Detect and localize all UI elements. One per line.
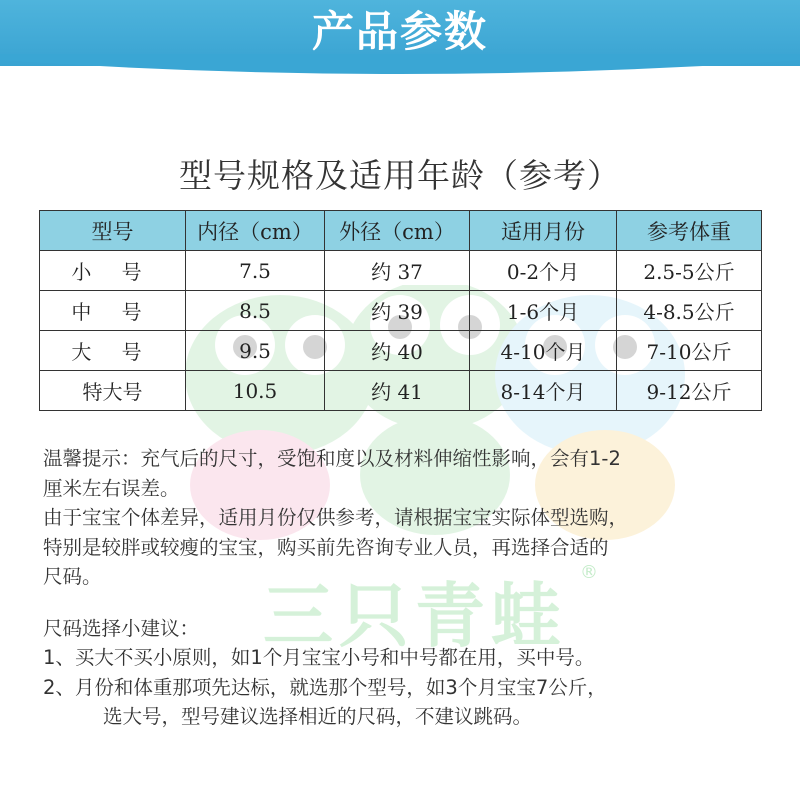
table-row [40,331,762,371]
header-model: 型号 [40,211,186,251]
table-header-row [40,211,762,251]
cell-outer: 约 41 [325,371,470,411]
cell-months: 4-10个月 [470,331,617,371]
cell-inner: 8.5 [186,291,325,331]
advice-title: 尺码选择小建议： [43,616,200,640]
cell-weight: 4-8.5公斤 [617,291,762,331]
header-age-months: 适用月份 [470,211,617,251]
header-outer-diameter: 外径（cm） [325,211,470,251]
cell-outer: 约 40 [325,331,470,371]
spacer [43,592,763,614]
cell-outer: 约 39 [325,291,470,331]
cell-model: 小 号 [40,251,186,291]
cell-weight: 2.5-5公斤 [617,251,762,291]
cell-weight: 9-12公斤 [617,371,762,411]
table-row [40,371,762,411]
tip-line: 温馨提示：充气后的尺寸，受饱和度以及材料伸缩性影响，会有1-2 [43,447,621,470]
spec-table [39,210,762,411]
cell-outer: 约 37 [325,251,470,291]
cell-inner: 9.5 [186,331,325,371]
advice-item-continued: 选大号，型号建议选择相近的尺码，不建议跳码。 [103,705,533,728]
cell-months: 0-2个月 [470,251,617,291]
table-title: 型号规格及适用年龄（参考） [179,156,621,195]
cell-model: 大 号 [40,331,186,371]
notes-section [43,444,763,732]
cell-model: 中 号 [40,291,186,331]
cell-model: 特大号 [40,371,186,411]
registered-mark: ® [580,562,598,583]
page-title: 产品参数 [311,7,488,56]
advice-item: 2、月份和体重那项先达标，就选那个型号，如3个月宝宝7公斤， [43,675,607,699]
header-inner-diameter: 内径（cm） [186,211,325,251]
tip-line: 厘米左右误差。 [43,476,180,500]
tip-line: 由于宝宝个体差异，适用月份仅供参考，请根据宝宝实际体型选购， [43,506,629,529]
advice-item: 1、买大不买小原则，如1个月宝宝小号和中号都在用，买中号。 [43,646,595,669]
cell-inner: 10.5 [186,371,325,411]
header-weight: 参考体重 [617,211,762,251]
table-row [40,291,762,331]
cell-weight: 7-10公斤 [617,331,762,371]
brand-watermark-text: 三只青蛙 [263,575,567,657]
cell-inner: 7.5 [186,251,325,291]
cell-months: 1-6个月 [470,291,617,331]
tip-line: 特别是较胖或较瘦的宝宝，购买前先咨询专业人员，再选择合适的 [43,535,609,559]
table-row [40,251,762,291]
cell-months: 8-14个月 [470,371,617,411]
tip-line: 尺码。 [43,565,102,588]
